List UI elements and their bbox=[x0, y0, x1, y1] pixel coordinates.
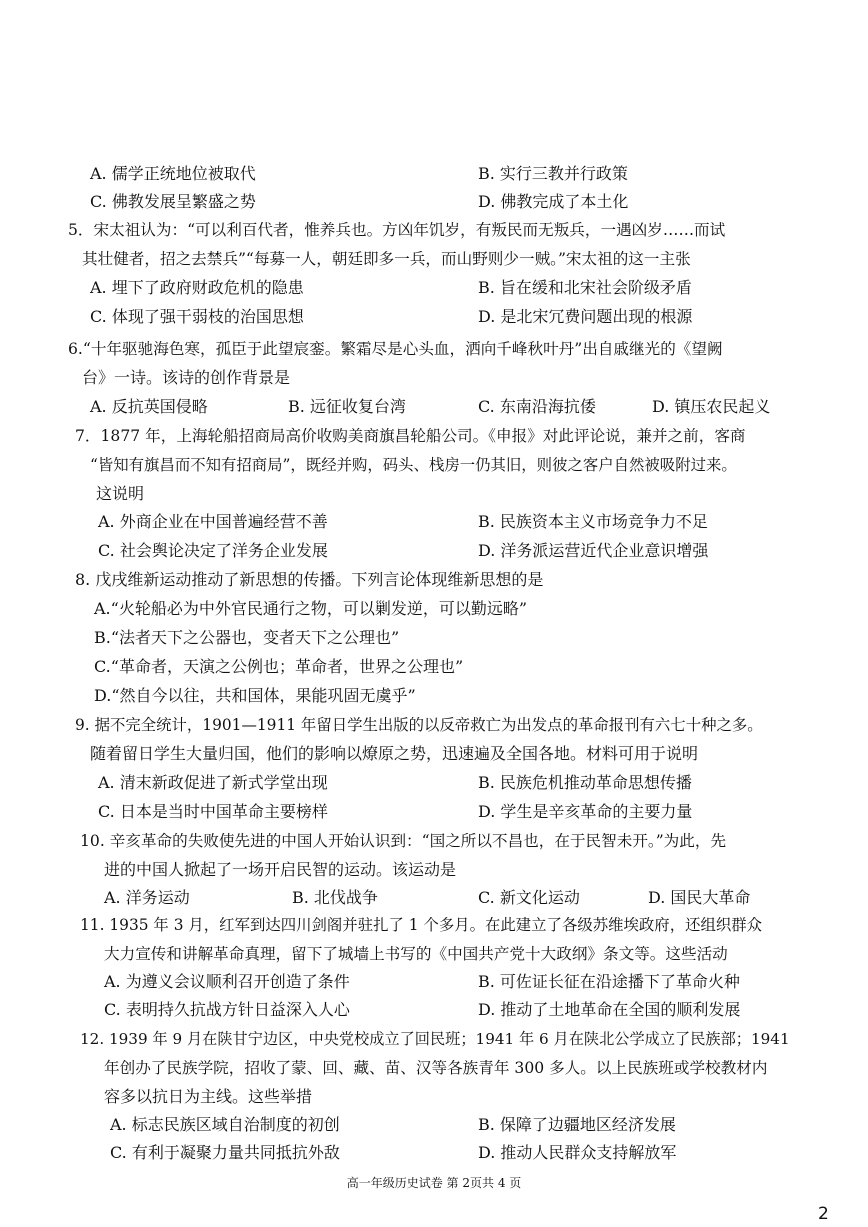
q6-option-d: D. 镇压农民起义 bbox=[652, 397, 771, 416]
q8-option-b: B.“法者天下之公器也，变者天下之公理也” bbox=[94, 628, 400, 647]
q12-option-c: C. 有利于凝聚力量共同抵抗外敌 bbox=[110, 1143, 340, 1162]
q11-option-a: A. 为遵义会议顺利召开创造了条件 bbox=[104, 972, 350, 991]
q11-stem-line-1: 11. 1935 年 3 月，红军到达四川剑阁并驻扎了 1 个多月。在此建立了各级苏维埃政府，还组织群众 bbox=[80, 916, 763, 934]
q9-option-b: B. 民族危机推动革命思想传播 bbox=[478, 773, 692, 792]
q11-option-c: C. 表明持久抗战方针日益深入人心 bbox=[104, 1000, 350, 1019]
q7-stem-line-3: 这说明 bbox=[96, 484, 145, 503]
q4-option-a: A. 儒学正统地位被取代 bbox=[90, 164, 256, 183]
q5-stem-line-2: 其壮健者，招之去禁兵”“每募一人，朝廷即多一兵，而山野则少一贼。”宋太祖的这一主张 bbox=[82, 250, 691, 268]
q9-option-a: A. 清末新政促进了新式学堂出现 bbox=[98, 773, 328, 792]
q8-stem-line-1: 8. 戊戌维新运动推动了新思想的传播。下列言论体现维新思想的是 bbox=[75, 570, 544, 589]
q11-stem-line-2: 大力宣传和讲解革命真理，留下了城墙上书写的《中国共产党十大政纲》条文等。这些活动 bbox=[104, 945, 728, 963]
q7-stem-line-2: “皆知有旗昌而不知有招商局”，既经并购，码头、栈房一仍其旧，则彼之客户自然被吸附过来。 bbox=[90, 456, 737, 474]
q4-option-d: D. 佛教完成了本土化 bbox=[478, 192, 629, 211]
q12-stem-line-2: 年创办了民族学院，招收了蒙、回、藏、苗、汉等各族青年 300 多人。以上民族班或学校教材内 bbox=[104, 1059, 768, 1077]
q5-stem-line-1: 5．宋太祖认为：“可以利百代者，惟养兵也。方凶年饥岁，有叛民而无叛兵，一遇凶岁……而试 bbox=[68, 221, 726, 239]
q5-option-c: C. 体现了强干弱枝的治国思想 bbox=[90, 307, 304, 326]
q12-stem-line-3: 容多以抗日为主线。这些举措 bbox=[104, 1087, 313, 1106]
q5-option-b: B. 旨在缓和北宋社会阶级矛盾 bbox=[478, 278, 692, 297]
q10-option-a: A. 洋务运动 bbox=[104, 888, 190, 907]
q10-option-d: D. 国民大革命 bbox=[648, 888, 751, 907]
q10-option-b: B. 北伐战争 bbox=[292, 888, 378, 907]
q6-option-b: B. 远征收复台湾 bbox=[288, 397, 406, 416]
q6-stem-line-2: 台》一诗。该诗的创作背景是 bbox=[82, 368, 291, 387]
page-number: 2 bbox=[818, 1204, 829, 1224]
q10-option-c: C. 新文化运动 bbox=[478, 888, 580, 907]
q9-stem-line-1: 9. 据不完全统计，1901—1911 年留日学生出版的以反帝救亡为出发点的革命报刊有六七十种之多。 bbox=[75, 716, 763, 734]
q4-option-b: B. 实行三教并行政策 bbox=[478, 164, 628, 183]
q6-option-a: A. 反抗英国侵略 bbox=[90, 397, 208, 416]
q6-option-c: C. 东南沿海抗倭 bbox=[478, 397, 596, 416]
q5-option-d: D. 是北宋冗费问题出现的根源 bbox=[478, 307, 693, 326]
q4-option-c: C. 佛教发展呈繁盛之势 bbox=[90, 192, 256, 211]
q7-option-b: B. 民族资本主义市场竞争力不足 bbox=[478, 512, 708, 531]
q9-option-d: D. 学生是辛亥革命的主要力量 bbox=[478, 802, 693, 821]
q7-option-a: A. 外商企业在中国普遍经营不善 bbox=[98, 512, 328, 531]
q12-option-b: B. 保障了边疆地区经济发展 bbox=[478, 1115, 676, 1134]
q6-stem-line-1: 6.“十年驱驰海色寒，孤臣于此望宸銮。繁霜尽是心头血，洒向千峰秋叶丹”出自戚继光的《望阙 bbox=[68, 340, 723, 358]
q11-option-b: B. 可佐证长征在沿途播下了革命火种 bbox=[478, 972, 740, 991]
page-footer: 高一年级历史试卷 第 2页共 4 页 bbox=[346, 1176, 522, 1190]
q11-option-d: D. 推动了土地革命在全国的顺利发展 bbox=[478, 1000, 741, 1019]
q12-option-a: A. 标志民族区域自治制度的初创 bbox=[110, 1115, 340, 1134]
q8-option-a: A.“火轮船必为中外官民通行之物，可以剿发逆，可以勤远略” bbox=[94, 599, 528, 618]
q8-option-c: C.“革命者，天演之公例也；革命者，世界之公理也” bbox=[94, 657, 464, 676]
q7-stem-line-1: 7．1877 年，上海轮船招商局高价收购美商旗昌轮船公司。《申报》对此评论说，兼并之前，客商 bbox=[75, 427, 746, 445]
q7-option-d: D. 洋务派运营近代企业意识增强 bbox=[478, 541, 709, 560]
q9-option-c: C. 日本是当时中国革命主要榜样 bbox=[98, 802, 328, 821]
q10-stem-line-2: 进的中国人掀起了一场开启民智的运动。该运动是 bbox=[104, 860, 457, 879]
q12-option-d: D. 推动人民群众支持解放军 bbox=[478, 1143, 677, 1162]
q8-option-d: D.“然自今以往，共和国体，果能巩固无虞乎” bbox=[94, 686, 416, 705]
q5-option-a: A. 埋下了政府财政危机的隐患 bbox=[90, 278, 304, 297]
q12-stem-line-1: 12. 1939 年 9 月在陕甘宁边区，中央党校成立了回民班；1941 年 6 月在陕北公学成立了民族部；1941 bbox=[80, 1030, 790, 1048]
q7-option-c: C. 社会舆论决定了洋务企业发展 bbox=[98, 541, 328, 560]
q10-stem-line-1: 10. 辛亥革命的失败使先进的中国人开始认识到：“国之所以不昌也，在于民智未开。”为此，先 bbox=[80, 832, 727, 850]
q9-stem-line-2: 随着留日学生大量归国，他们的影响以燎原之势，迅速遍及全国各地。材料可用于说明 bbox=[90, 744, 699, 763]
